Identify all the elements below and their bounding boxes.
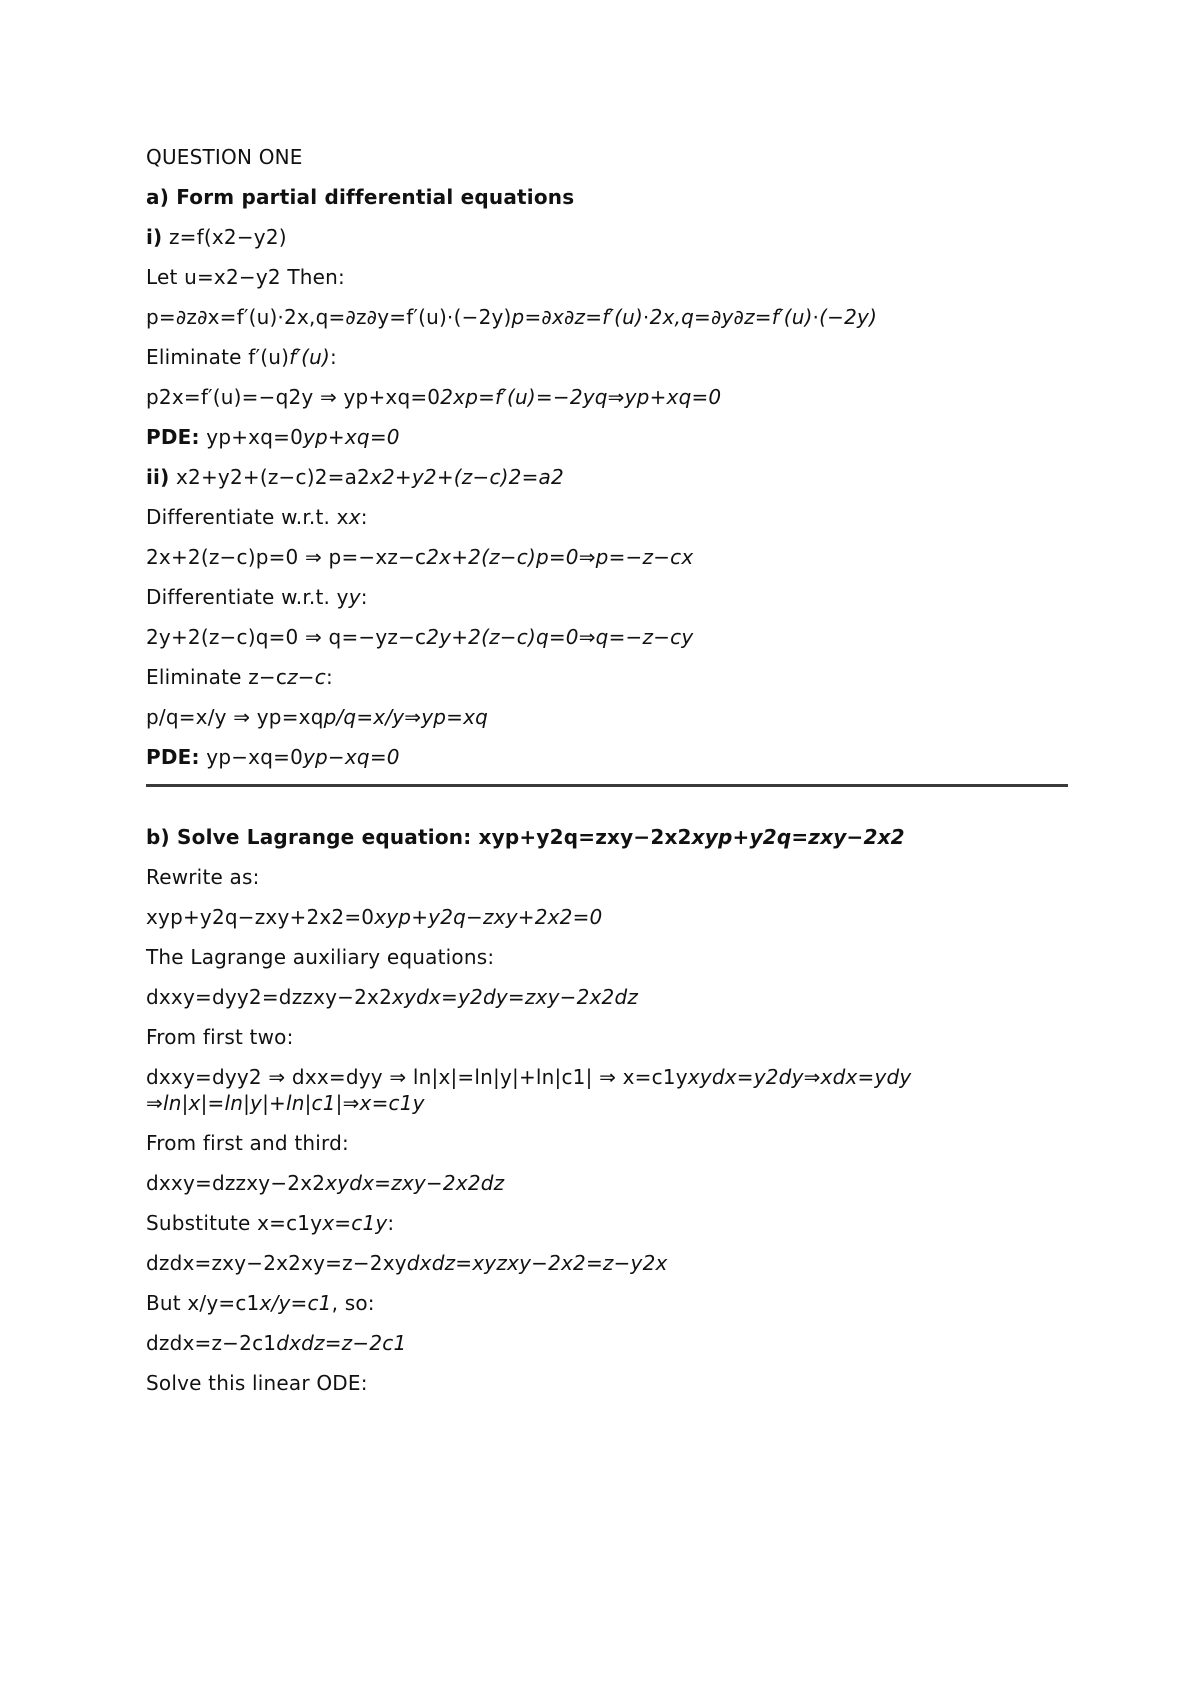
rewrite-label [146,864,260,890]
part-a-ii-equation [146,464,564,490]
diff-x-colon: : [360,505,368,529]
pde-result-1 [146,424,400,450]
question-heading [146,144,303,170]
but-math: x/y=c1 [259,1291,332,1315]
pde2-plain: yp−xq=0 [199,745,303,769]
item-i-label: i) [146,225,163,249]
first-two-label [146,1024,294,1050]
dy-math: 2y+2(z−c)q=0⇒q=−z−cy [426,625,694,649]
first-third-math: xydx=zxy−2x2dz [325,1171,505,1195]
rewritten-plain: xyp+y2q−zxy+2x2=0 [146,905,375,929]
but-line [146,1290,375,1316]
pde-result-2 [146,744,400,770]
eliminate-f-math: f′(u) [289,345,330,369]
pde1-math: yp+xq=0 [303,425,400,449]
eliminate-f-plain: Eliminate f′(u) [146,345,290,369]
substitute-math: x=c1y [322,1211,388,1235]
pde1-plain: yp+xq=0 [199,425,303,449]
eliminate-zc-colon: : [325,665,333,689]
pq-plain: p/q=x/y ⇒ yp=xq [146,705,324,729]
substitute-plain: Substitute x=c1y [146,1211,323,1235]
first-third-plain: dxxy=dzzxy−2x2 [146,1171,326,1195]
first-third-label [146,1130,349,1156]
let-line [146,264,345,290]
diff-x-plain: Differentiate w.r.t. x [146,505,349,529]
dx-plain: 2x+2(z−c)p=0 ⇒ p=−xz−c [146,545,427,569]
p2x-math: 2xp=f′(u)=−2yq⇒yp+xq=0 [440,385,722,409]
first-two-math-b: ⇒ln|x|=ln|y|+ln|c1|⇒x=c1y [146,1091,425,1115]
substitute-colon: : [387,1211,395,1235]
part-b-title-plain: b) Solve Lagrange equation: xyp+y2q=zxy−2x2 [146,825,692,849]
diff-y-math: y [348,585,361,609]
pq-ratio-line [146,704,488,730]
solve-ode-text: Solve this linear ODE: [146,1371,368,1395]
first-third-equation [146,1170,504,1196]
first-two-text: From first two: [146,1025,294,1049]
auxiliary-equations [146,984,638,1010]
dzdx1-math: dxdz=xyzxy−2x2=z−y2x [406,1251,668,1275]
part-a-i-equation [146,224,287,250]
p-q-plain: p=∂z∂x=f′(u)⋅2x,q=∂z∂y=f′(u)⋅(−2y) [146,305,512,329]
dx-result-line [146,544,693,570]
auxiliary-text: The Lagrange auxiliary equations: [146,945,495,969]
dzdx2-math: dxdz=z−2c1 [276,1331,407,1355]
auxiliary-math: xydx=y2dy=zxy−2x2dz [392,985,639,1009]
part-b-title [146,824,905,850]
item-i-equation: z=f(x2−y2) [162,225,287,249]
section-divider [146,784,1068,787]
first-two-equation [146,1064,911,1090]
pde-label-1: PDE: [146,425,200,449]
eliminate-zc-math: z−c [287,665,326,689]
rewritten-math: xyp+y2q−zxy+2x2=0 [374,905,603,929]
part-b-title-math: xyp+y2q=zxy−2x2 [691,825,905,849]
solve-ode-label [146,1370,368,1396]
pde-label-2: PDE: [146,745,200,769]
item-ii-math: x2+y2+(z−c)2=a2 [369,465,564,489]
but-plain: But x/y=c1 [146,1291,260,1315]
eliminate-zc-line [146,664,333,690]
rewritten-equation [146,904,602,930]
eliminate-f-line [146,344,337,370]
part-a-title [146,184,574,210]
differentiate-x-line [146,504,368,530]
dzdx2-plain: dzdx=z−2c1 [146,1331,277,1355]
pde2-math: yp−xq=0 [303,745,400,769]
p2x-plain: p2x=f′(u)=−q2y ⇒ yp+xq=0 [146,385,441,409]
dzdx-equation-1 [146,1250,668,1276]
rewrite-text: Rewrite as: [146,865,260,889]
eliminate-f-colon: : [329,345,337,369]
differentiate-y-line [146,584,368,610]
item-ii-label: ii) [146,465,170,489]
substitute-line [146,1210,394,1236]
item-ii-plain: x2+y2+(z−c)2=a2 [169,465,370,489]
but-tail: , so: [331,1291,375,1315]
heading-text: QUESTION ONE [146,145,303,169]
diff-y-plain: Differentiate w.r.t. y [146,585,349,609]
diff-x-math: x [348,505,361,529]
dy-plain: 2y+2(z−c)q=0 ⇒ q=−yz−c [146,625,427,649]
first-third-text: From first and third: [146,1131,349,1155]
eliminate-zc-plain: Eliminate z−c [146,665,288,689]
let-line-text: Let u=x2−y2 Then: [146,265,345,289]
diff-y-colon: : [360,585,368,609]
auxiliary-plain: dxxy=dyy2=dzzxy−2x2 [146,985,393,1009]
dy-result-line [146,624,693,650]
auxiliary-label [146,944,494,970]
part-a-title-text: a) Form partial differential equations [146,185,575,209]
dzdx1-plain: dzdx=zxy−2x2xy=z−2xy [146,1251,407,1275]
p2x-line [146,384,721,410]
first-two-plain: dxxy=dyy2 ⇒ dxx=dyy ⇒ ln|x|=ln|y|+ln|c1| ⇒ x=c1y [146,1065,688,1089]
p-q-math: p=∂x∂z=f′(u)⋅2x,q=∂y∂z=f′(u)⋅(−2y) [511,305,878,329]
dx-math: 2x+2(z−c)p=0⇒p=−z−cx [426,545,694,569]
p-q-derivatives [146,304,877,330]
first-two-math-a: xydx=y2dy⇒xdx=ydy [687,1065,912,1089]
pq-math: p/q=x/y⇒yp=xq [323,705,489,729]
first-two-equation-cont [146,1090,425,1116]
dzdx-equation-2 [146,1330,406,1356]
